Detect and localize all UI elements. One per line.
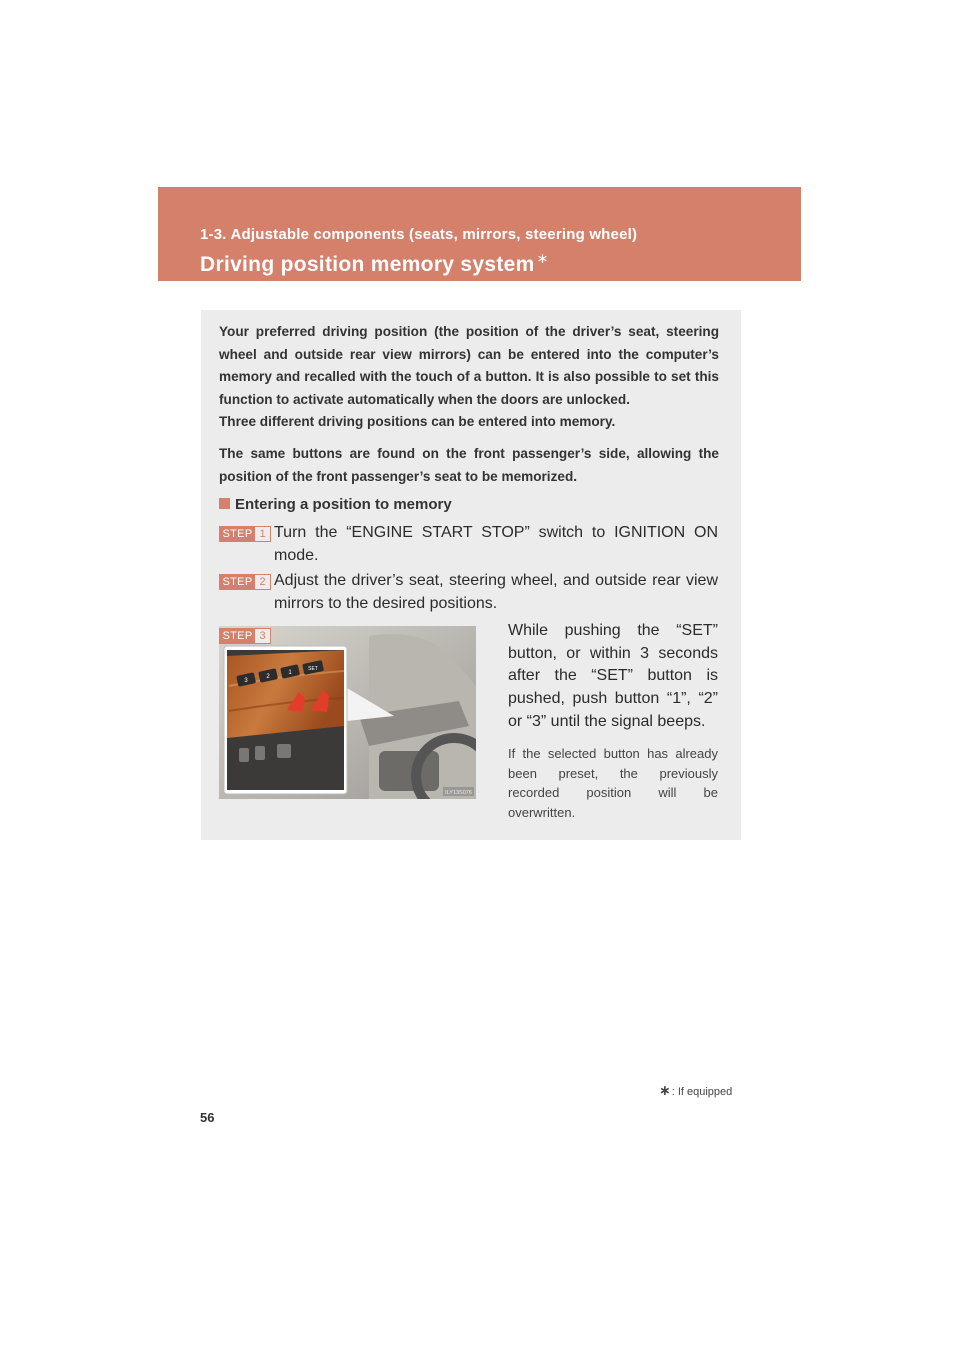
step-badge-2 <box>219 574 271 590</box>
step-label: STEP <box>220 527 255 541</box>
memory-buttons-drawing <box>219 626 476 799</box>
page-title <box>200 250 549 277</box>
content-box <box>201 310 741 840</box>
intro-paragraph-2: The same buttons are found on the front passenger’s side, allowing the position of the front passenger’s seat to be memorized. <box>219 446 719 484</box>
subheading <box>219 496 452 513</box>
step-1-text: Turn the “ENGINE START STOP” switch to IGNITION ON mode. <box>274 524 718 564</box>
step-3-text: While pushing the “SET” button, or within 3 seconds after the “SET” button is pushed, push button “1”, “2” or “3” until the signal beeps. <box>508 622 718 730</box>
button-label-3: 3 <box>244 678 248 684</box>
footnote-text: : If equipped <box>671 1086 733 1098</box>
intro-text-1: Your preferred driving position (the position of the driver’s seat, steering wheel and outside rear view mirrors) can be entered into the computer’s memory and recalled with the touch of a button. It is also possible to set this function to activate automatically when the doors are unlocked. <box>219 324 719 407</box>
button-label-1: 1 <box>288 670 292 676</box>
figure-code: ILY13S076 <box>445 790 472 796</box>
section-label: 1-3. Adjustable components (seats, mirrors, steering wheel) <box>200 226 638 243</box>
subheading-text: Entering a position to memory <box>235 496 452 513</box>
button-label-set: SET <box>308 666 318 672</box>
step-2-text: Adjust the driver’s seat, steering wheel, and outside rear view mirrors to the desired positions. <box>274 572 718 612</box>
asterisk-icon: ∗ <box>659 1082 671 1098</box>
note-text: If the selected button has already been preset, the previously recorded position will be overwritten. <box>508 746 718 820</box>
square-bullet-icon <box>219 498 230 509</box>
intro-paragraph <box>219 321 719 434</box>
step-number: 2 <box>255 575 270 589</box>
page-title-text: Driving position memory system <box>200 253 535 276</box>
title-asterisk-mark: ∗ <box>536 250 549 266</box>
intro-text-1b: Three different driving positions can be entered into memory. <box>219 414 616 430</box>
step-label: STEP <box>220 629 255 643</box>
step-number: 1 <box>255 527 270 541</box>
button-label-2: 2 <box>266 674 270 680</box>
step-label: STEP <box>220 575 255 589</box>
step-number: 3 <box>255 629 270 643</box>
step-badge-3 <box>219 628 271 644</box>
memory-buttons-illustration <box>219 626 476 799</box>
header-band <box>158 187 801 281</box>
page-number: 56 <box>200 1110 215 1125</box>
step-badge-1 <box>219 526 271 542</box>
footnote <box>659 1082 732 1099</box>
